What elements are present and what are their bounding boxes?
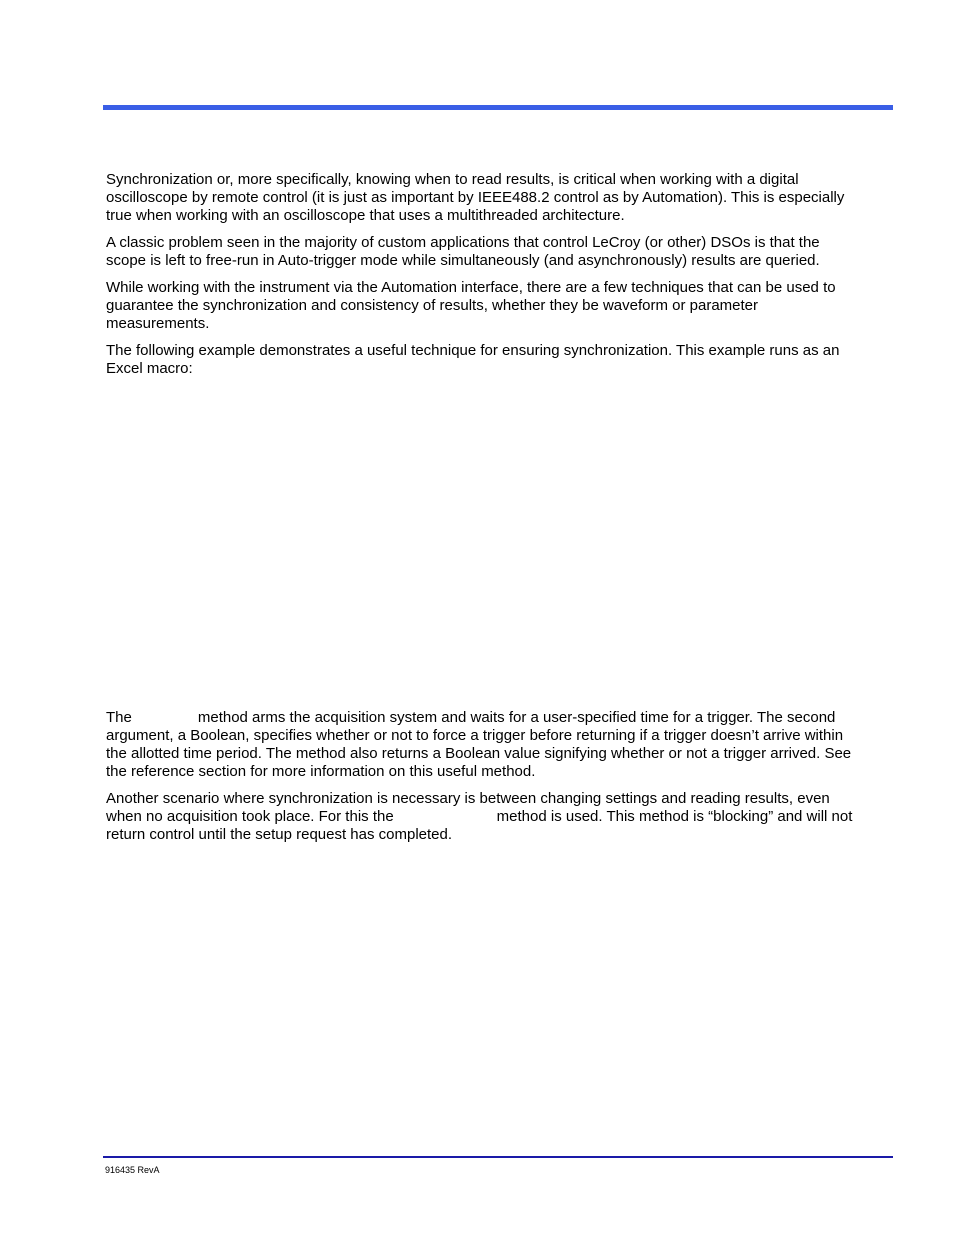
header-rule: [103, 105, 893, 110]
paragraph-setup-sync: [106, 790, 896, 844]
text-line: While working with the instrument via the Automation interface, there are a few techniques that can be used to: [106, 279, 836, 296]
text-line: true when working with an oscilloscope that uses a multithreaded architecture.: [106, 207, 625, 224]
text-line: Another scenario where synchronization is necessary is between changing settings and reading results, even: [106, 790, 830, 807]
text-line: [106, 709, 896, 727]
text-run: when no acquisition took place. For this the: [106, 808, 394, 825]
paragraph-classic-problem: [106, 234, 896, 270]
text-line: measurements.: [106, 315, 210, 332]
text-line: guarantee the synchronization and consistency of results, whether they be waveform or parameter: [106, 297, 759, 314]
text-line: oscilloscope by remote control (it is just as important by IEEE488.2 control as by Automation). This is especially: [106, 189, 845, 206]
text-line: return control until the setup request has completed.: [106, 826, 453, 843]
paragraph-automation-interface: [106, 279, 896, 333]
text-line: The following example demonstrates a useful technique for ensuring synchronization. This example runs as an: [106, 342, 840, 359]
text-line: Synchronization or, more specifically, knowing when to read results, is critical when working with a digital: [106, 171, 799, 188]
text-run: method arms the acquisition system and waits for a user-specified time for a trigger. The second: [197, 709, 836, 726]
paragraph-example-intro: [106, 342, 896, 378]
footer-doc-code: 916435 RevA: [105, 1165, 160, 1175]
text-run: The: [106, 709, 132, 726]
paragraph-acquire-method: [106, 709, 896, 781]
text-line: the allotted time period. The method also returns a Boolean value signifying whether or not a trigger arrived. See: [106, 745, 852, 762]
footer-rule: [103, 1156, 893, 1158]
text-line: A classic problem seen in the majority of custom applications that control LeCroy (or other) DSOs is that the: [106, 234, 820, 251]
text-line: the reference section for more information on this useful method.: [106, 763, 536, 780]
paragraph-synchronization: [106, 171, 896, 225]
text-line: [106, 808, 896, 826]
text-line: scope is left to free-run in Auto-trigger mode while simultaneously (and asynchronously) results are queried.: [106, 252, 820, 269]
text-run: method is used. This method is “blocking” and will not: [496, 808, 853, 825]
text-line: Excel macro:: [106, 360, 193, 377]
text-line: argument, a Boolean, specifies whether or not to force a trigger before returning if a trigger doesn’t arrive within: [106, 727, 844, 744]
